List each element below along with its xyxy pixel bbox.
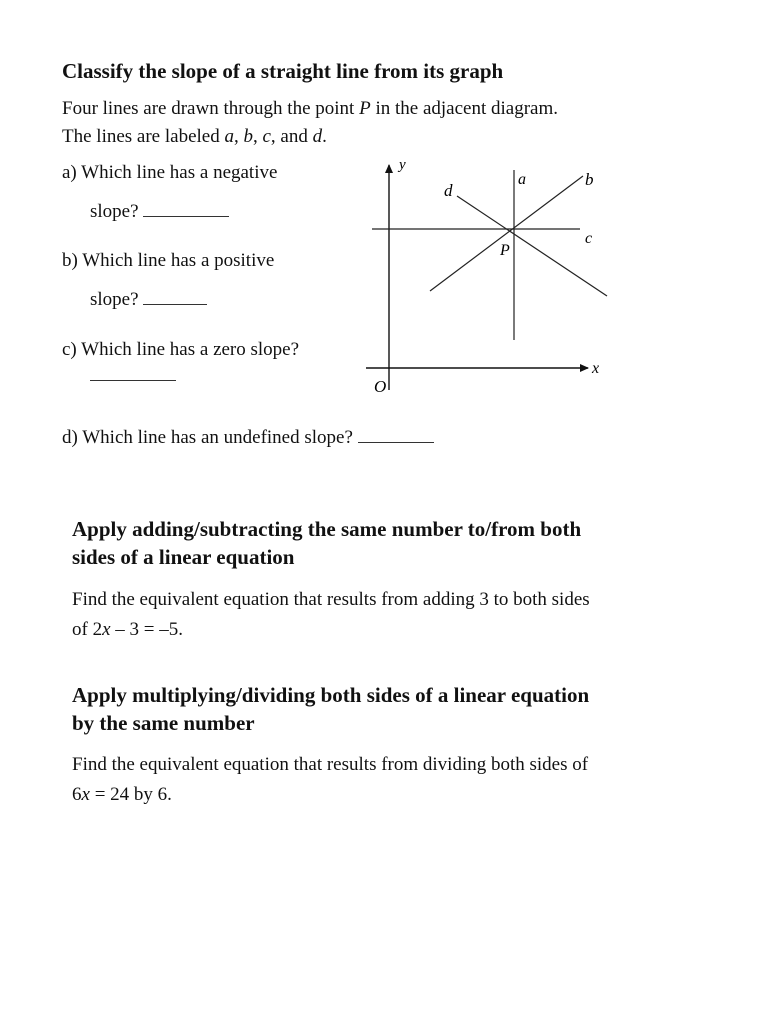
- origin-label: O: [374, 377, 387, 396]
- section3-heading-line1: Apply multiplying/dividing both sides of a linear equation: [72, 683, 590, 707]
- question-d-text: d) Which line has an undefined slope?: [62, 427, 353, 448]
- intro-text: Four lines are drawn through the point: [62, 98, 360, 119]
- section3-heading: [72, 681, 589, 737]
- intro-text: , and: [270, 126, 313, 147]
- intro-label-b: b: [243, 126, 253, 147]
- intro-label-c: c: [262, 126, 271, 147]
- intro-text: ,: [252, 126, 263, 147]
- section3-body-line1: Find the equivalent equation that results from dividing both sides of: [72, 754, 589, 775]
- section2-heading: [72, 515, 581, 571]
- point-p-label: P: [500, 242, 510, 259]
- line-b: [430, 176, 583, 291]
- intro-point-p: P: [359, 98, 371, 119]
- intro-text: .: [322, 126, 327, 147]
- question-a-text: slope?: [90, 201, 139, 222]
- section1-heading: Classify the slope of a straight line from its graph: [62, 59, 504, 83]
- intro-text: in the adjacent diagram.: [370, 98, 558, 119]
- section3-heading-line2: by the same number: [72, 711, 255, 735]
- equation-text: of 2: [72, 619, 103, 640]
- equation-variable: x: [81, 784, 90, 805]
- equation-text: 6: [72, 784, 82, 805]
- section2-heading-line2: sides of a linear equation: [72, 545, 295, 569]
- section3-body-line2: [72, 780, 172, 809]
- question-b-text: slope?: [90, 289, 139, 310]
- section2-heading-line1: Apply adding/subtracting the same number to/from both: [72, 517, 582, 541]
- intro-text: ,: [233, 126, 244, 147]
- equation-text: = 24 by 6.: [89, 784, 172, 805]
- intro-label-d: d: [312, 126, 323, 147]
- question-b-line1: b) Which line has a positive: [62, 250, 275, 271]
- y-axis-label: y: [399, 157, 406, 173]
- question-c-line1: c) Which line has a zero slope?: [62, 339, 300, 360]
- equation-text: – 3 = –5.: [110, 619, 183, 640]
- question-a-line1: a) Which line has a negative: [62, 162, 278, 183]
- x-axis-label: x: [592, 360, 600, 377]
- intro-label-a: a: [224, 126, 234, 147]
- line-d-label: d: [444, 181, 453, 200]
- section2-body-line1: Find the equivalent equation that results from adding 3 to both sides: [72, 589, 590, 610]
- line-b-label: b: [585, 170, 594, 189]
- line-a-label: a: [518, 171, 526, 188]
- intro-text: The lines are labeled: [62, 126, 225, 147]
- equation-variable: x: [102, 619, 111, 640]
- section2-body-line2: [72, 615, 183, 644]
- line-c-label: c: [585, 230, 593, 247]
